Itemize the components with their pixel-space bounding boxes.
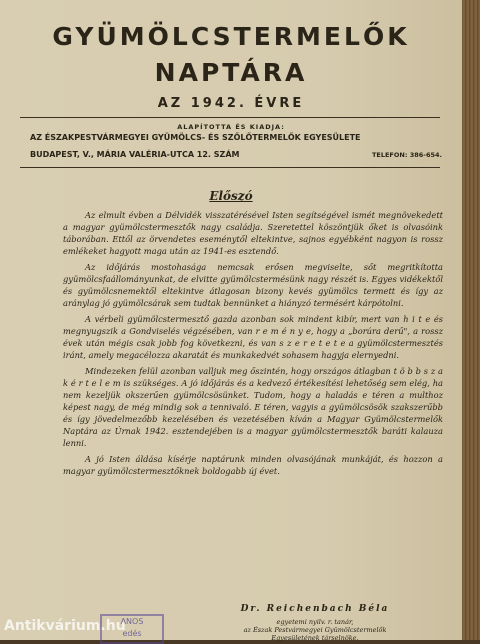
- signature-name: Dr. Reichenbach Béla: [240, 604, 390, 614]
- title-line-2: NAPTÁRA: [154, 58, 308, 87]
- preface-heading: Előszó: [209, 189, 253, 203]
- preface-paragraph: A jó Isten áldása kísérje naptárunk minden olvasójának munkáját, és hozzon a magyar gyümölcstermesztőknek boldogabb új évet.: [63, 454, 443, 476]
- signature-details: [190, 618, 440, 642]
- year-line: AZ 1942. ÉVRE: [157, 96, 305, 111]
- preface-paragraph: Mindezeken felül azonban valljuk meg őszintén, hogy országos átlagban t ö b b s z a k é r t e l e m is szükséges. A jó időjárás és a kedvező értékesítési lehetőség sem elég, ha nem kezeljük okszerűen gyümölcsösünket. Tudom, hogy a haladás e téren a multhoz képest nagy, de még mindig sok a tennivaló. E téren, vagyis a gyümölcsösök szakszerűbb és így jövedelmezőbb kezelésében és vezetésében kíván a Magyar Gyümölcstermelők Naptára az Úrnak 1942. esztendejében is a magyar gyümölcstermesztők baráti kalauza lenni.: [63, 366, 443, 448]
- preface-paragraph: A vérbeli gyümölcstermesztő gazda azonban sok mindent kibír, mert van h i t e és megnyugszik a Gondviselés végzésében, van r e m é n y e, hogy a „borúra derű", a rossz évek után mégis csak jobb fog következni, és van s z e r e t e t e a gyümölcstermesztés iránt, amely megacélozza akaratát és munkakedvét sohasem hagyja elernyedni.: [63, 314, 443, 360]
- publisher-org: AZ ÉSZAKPESTVÁRMEGYEI GYÜMÖLCS- ÉS SZŐLŐTERMELŐK EGYESÜLETE: [30, 133, 361, 142]
- preface-body: [63, 209, 443, 481]
- founded-label: ALAPÍTOTTA ÉS KIADJA:: [177, 123, 285, 131]
- title-line-1: GYÜMÖLCSTERMELŐK: [52, 22, 410, 51]
- publisher-address: BUDAPEST, V., MÁRIA VALÉRIA-UTCA 12. SZÁM: [30, 150, 240, 159]
- publisher-phone: TELEFON: 386-654.: [371, 151, 442, 159]
- signature-org-line1: az Észak Pestvármegyei Gyümölcstermelők: [243, 626, 387, 634]
- top-rule: [20, 117, 440, 118]
- bottom-rule: [20, 167, 440, 168]
- preface-paragraph: Az elmult évben a Délvidék visszatérésével Isten segítségével ismét megnövekedett a magyar gyümölcstermesztők nagy családja. Szeretettel köszöntjük őket is olvasóink táborában. Ettől az örvendetes eseménytől eltekintve, sajnos egyébként nagyon is rossz emlékeket hagyott maga után az 1941-es esztendő.: [63, 210, 443, 256]
- signature-title: egyetemi nyilv. r. tanár,: [276, 618, 354, 626]
- watermark: Antikvárium.hu: [4, 618, 126, 634]
- signature-org-line2: Egyesületének társelnöke.: [271, 634, 359, 642]
- page-stack-edge: [462, 0, 480, 640]
- stamp-text: ANOS edés: [120, 617, 144, 638]
- preface-paragraph: Az időjárás mostohasága nemcsak erősen megviselte, sőt megritkította gyümölcsfaállományunkat, de elvitte gyümölcstermésünk nagy részét is. Egyes vidékektől és gyümölcsnemektől eltekintve átlagosan bizony kevés gyümölcs termett és így az aránylag jó gyümölcsárak sem tudtak bennünket a hiányzó termésért kárpótolni.: [63, 262, 443, 308]
